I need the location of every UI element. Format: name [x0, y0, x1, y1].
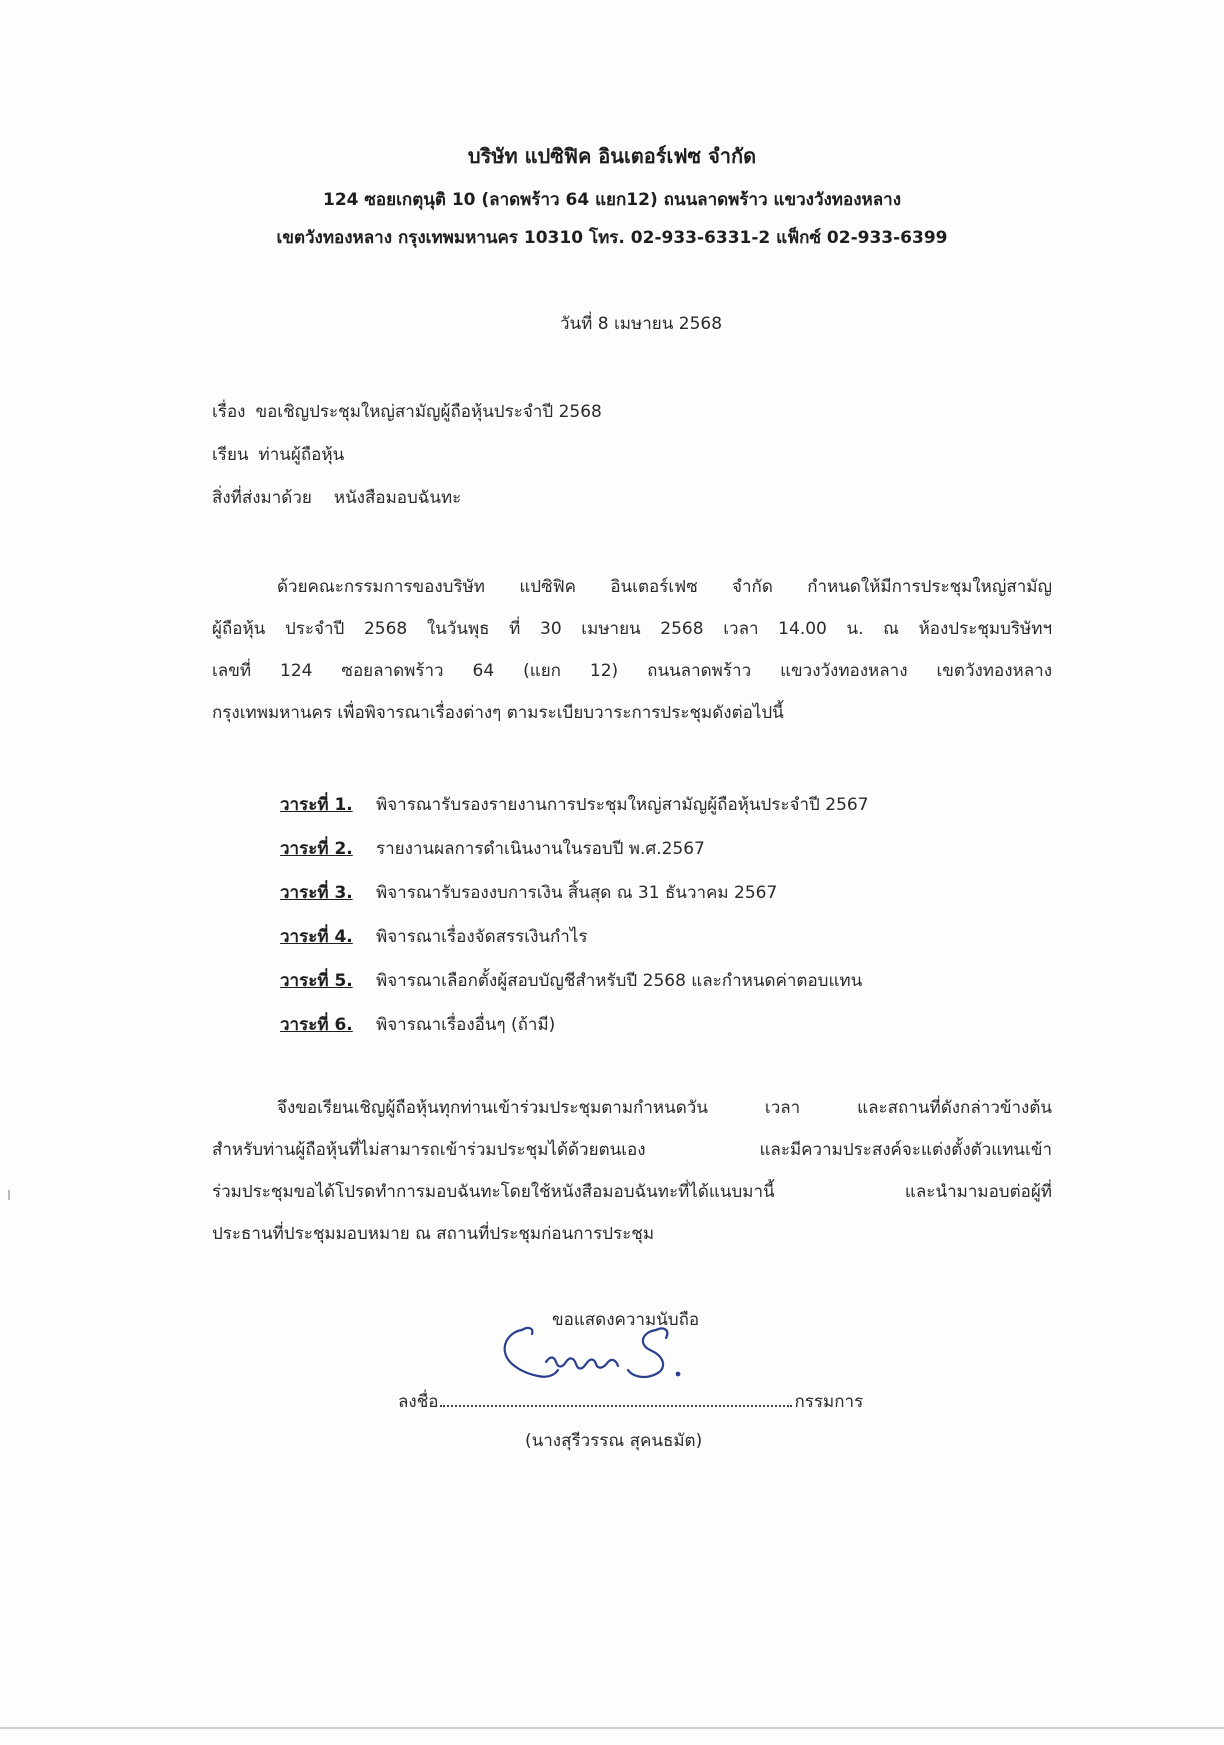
closing-line: ประธานที่ประชุมมอบหมาย ณ สถานที่ประชุมก่อนการประชุม [212, 1224, 655, 1244]
intro-line: เลขที่ 124 ซอยลาดพร้าว 64 (แยก 12) ถนนลาดพร้าว แขวงวังทองหลาง เขตวังทองหลาง [212, 661, 1052, 681]
agenda-number: วาระที่ 4. [280, 927, 353, 947]
subject-value: ขอเชิญประชุมใหญ่สามัญผู้ถือหุ้นประจำปี 2568 [255, 402, 602, 422]
agenda-list [280, 783, 869, 1047]
recipient-label: เรียน [212, 445, 249, 465]
signature-line [398, 1388, 863, 1415]
agenda-item [280, 959, 869, 1003]
intro-line: ผู้ถือหุ้น ประจำปี 2568 ในวันพุธ ที่ 30 เมษายน 2568 เวลา 14.00 น. ณ ห้องประชุมบริษัทฯ [212, 619, 1052, 639]
agenda-item [280, 915, 869, 959]
closing-paragraph [212, 1087, 1052, 1255]
letter-date: วันที่ 8 เมษายน 2568 [560, 314, 723, 334]
signature-suffix: กรรมการ [794, 1392, 864, 1412]
intro-line: ด้วยคณะกรรมการของบริษัท แปซิฟิค อินเตอร์เฟซ จำกัด กำหนดให้มีการประชุมใหญ่สามัญ [277, 577, 1052, 597]
agenda-text: พิจารณารับรองรายงานการประชุมใหญ่สามัญผู้ถือหุ้นประจำปี 2567 [376, 795, 869, 815]
agenda-text: พิจารณาเรื่องจัดสรรเงินกำไร [376, 927, 588, 947]
agenda-text: พิจารณาเรื่องอื่นๆ (ถ้ามี) [376, 1015, 556, 1035]
agenda-text: พิจารณารับรองงบการเงิน สิ้นสุด ณ 31 ธันวาคม 2567 [376, 883, 778, 903]
agenda-item [280, 871, 869, 915]
agenda-number: วาระที่ 6. [280, 1015, 353, 1035]
agenda-number: วาระที่ 1. [280, 795, 353, 815]
agenda-number: วาระที่ 2. [280, 839, 353, 859]
company-address-line-1: 124 ซอยเกตุนุติ 10 (ลาดพร้าว 64 แยก12) ถนนลาดพร้าว แขวงวังทองหลาง [322, 190, 901, 210]
recipient-value: ท่านผู้ถือหุ้น [258, 445, 345, 465]
company-address-line-2: เขตวังทองหลาง กรุงเทพมหานคร 10310 โทร. 02-933-6331-2 แฟ็กซ์ 02-933-6399 [276, 228, 948, 248]
page-bottom-rule [0, 1727, 1224, 1729]
agenda-item [280, 783, 869, 827]
closing-line: ร่วมประชุมขอได้โปรดทำการมอบฉันทะโดยใช้หนังสือมอบฉันทะที่ได้แนบมานี้ และนำมามอบต่อผู้ที่ [212, 1182, 1052, 1202]
recipient-line [212, 441, 344, 468]
company-name: บริษัท แปซิฟิค อินเตอร์เฟซ จำกัด [467, 144, 757, 168]
intro-line: กรุงเทพมหานคร เพื่อพิจารณาเรื่องต่างๆ ตามระเบียบวาระการประชุมดังต่อไปนี้ [212, 703, 784, 723]
agenda-number: วาระที่ 3. [280, 883, 353, 903]
closing-line: สำหรับท่านผู้ถือหุ้นที่ไม่สามารถเข้าร่วมประชุมได้ด้วยตนเอง และมีความประสงค์จะแต่งตั้งตัวแทนเข้า [212, 1140, 1052, 1160]
enclosure-value: หนังสือมอบฉันทะ [333, 488, 462, 508]
agenda-item [280, 827, 869, 871]
subject-label: เรื่อง [212, 402, 246, 422]
subject-line [212, 398, 602, 425]
closing-line: จึงขอเรียนเชิญผู้ถือหุ้นทุกท่านเข้าร่วมประชุมตามกำหนดวัน เวลา และสถานที่ดังกล่าวข้างต้น [277, 1098, 1052, 1118]
enclosure-line [212, 484, 461, 511]
agenda-item [280, 1003, 869, 1047]
signature-prefix: ลงชื่อ [398, 1392, 439, 1412]
regards-text: ขอแสดงความนับถือ [552, 1310, 700, 1330]
intro-paragraph [212, 566, 1052, 734]
agenda-number: วาระที่ 5. [280, 971, 353, 991]
agenda-text: รายงานผลการดำเนินงานในรอบปี พ.ศ.2567 [376, 839, 705, 859]
agenda-text: พิจารณาเลือกตั้งผู้สอบบัญชีสำหรับปี 2568 และกำหนดค่าตอบแทน [376, 971, 863, 991]
signature-dotted-line [440, 1405, 792, 1407]
enclosure-label: สิ่งที่ส่งมาด้วย [212, 488, 312, 508]
margin-mark [8, 1190, 10, 1200]
signer-name: (นางสุรีวรรณ สุคนธมัต) [525, 1431, 703, 1451]
